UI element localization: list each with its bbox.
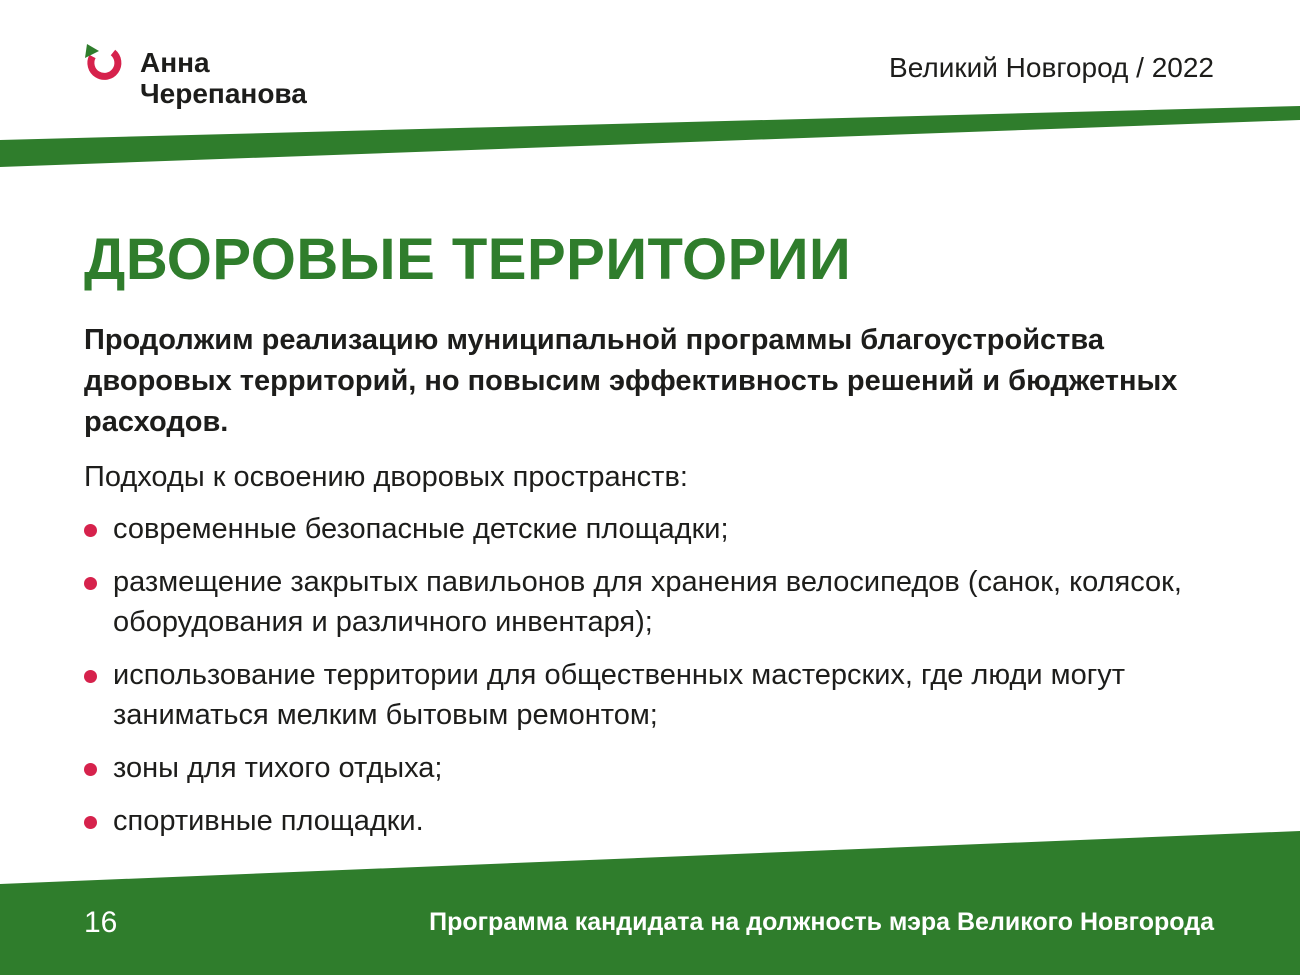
list-item-text: зоны для тихого отдыха; [113,752,443,784]
bullet-dot-icon [84,670,97,683]
main-content [84,228,1224,854]
list-item-text: размещение закрытых павильонов для хранения велосипедов (санок, колясок, оборудования и различного инвентаря); [113,566,1182,638]
circular-arrow-logo-icon [84,44,124,84]
list-item-text: современные безопасные детские площадки; [113,513,729,545]
lead-paragraph: Продолжим реализацию муниципальной программы благоустройства дворовых территорий, но повысим эффективность решений и бюджетных расходов. [84,324,1178,438]
page-title: ДВОРОВЫЕ ТЕРРИТОРИИ [84,227,852,292]
footer-program-text: Программа кандидата на должность мэра Великого Новгорода [429,908,1214,936]
brand-name [140,47,307,109]
list-item-text: спортивные площадки. [113,805,424,837]
location-year: Великий Новгород / 2022 [889,52,1214,83]
list-item [84,655,1213,735]
approaches-list [84,509,1224,841]
brand-first-name: Анна [140,47,210,78]
header-green-stripe [0,106,1300,167]
list-item [84,562,1213,642]
list-item-text: использование территории для общественных мастерских, где люди могут заниматься мелким бытовым ремонтом; [113,659,1126,731]
list-item [84,509,1213,549]
bullet-dot-icon [84,577,97,590]
approaches-heading: Подходы к освоению дворовых пространств: [84,461,688,493]
bullet-dot-icon [84,816,97,829]
bullet-dot-icon [84,763,97,776]
bullet-dot-icon [84,524,97,537]
page-number: 16 [84,906,118,939]
list-item [84,801,1213,841]
list-item [84,748,1213,788]
brand-last-name: Черепанова [140,78,307,109]
